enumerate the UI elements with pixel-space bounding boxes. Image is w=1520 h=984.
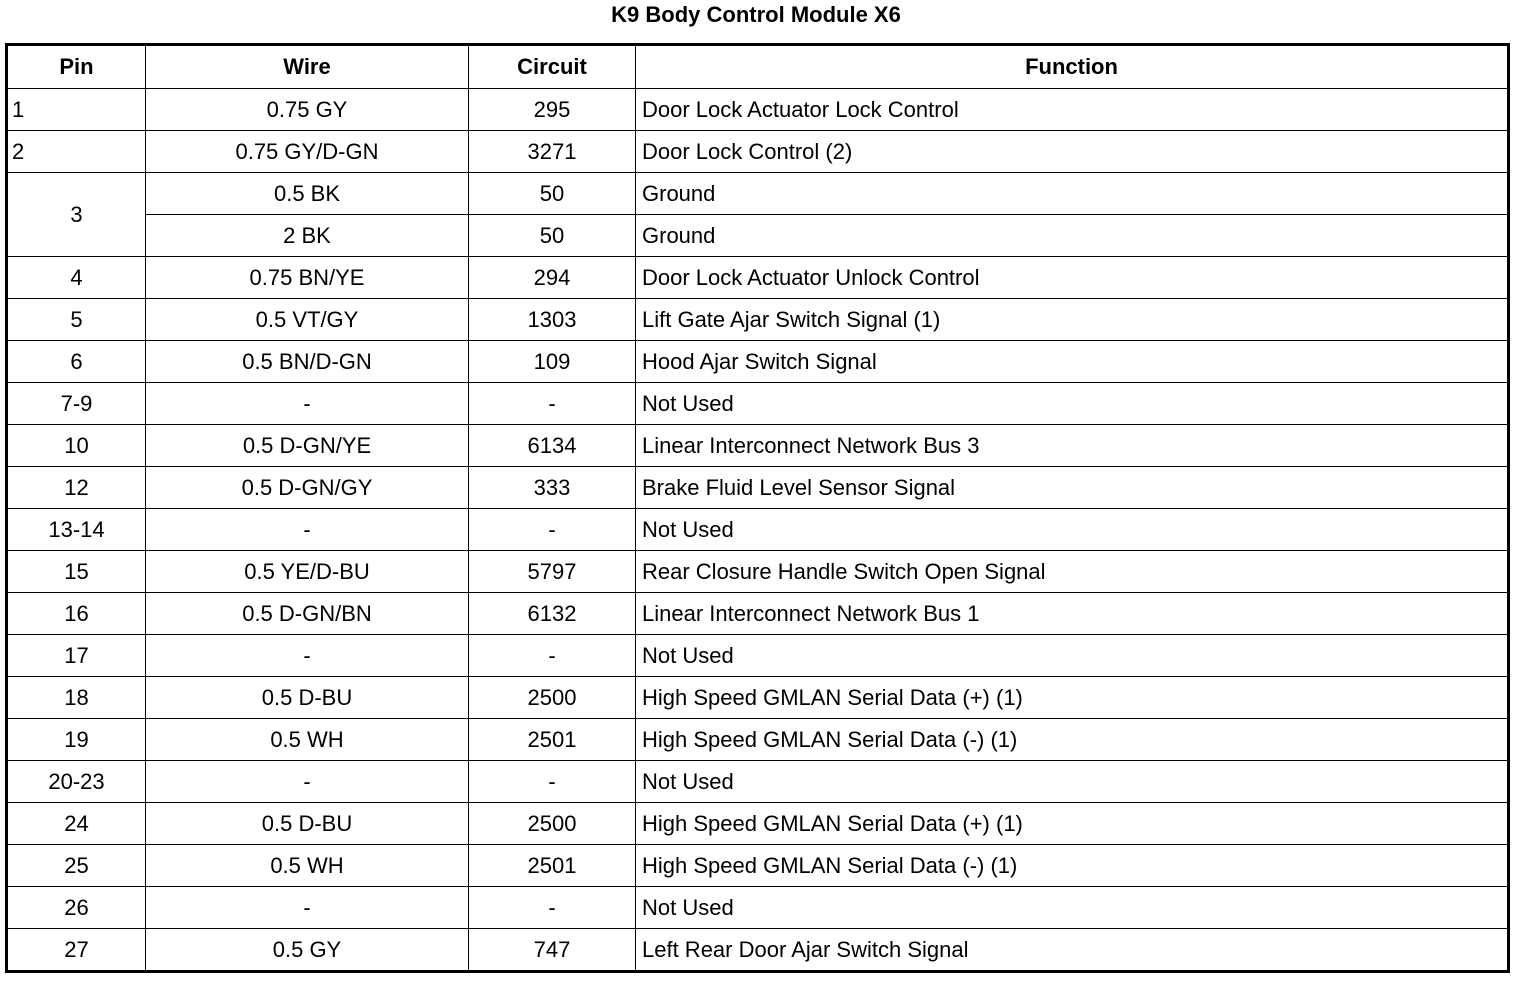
function-cell: Door Lock Control (2) [636,131,1509,173]
table-row [7,341,1509,383]
table-row [7,131,1509,173]
circuit-cell: 2500 [469,677,636,719]
wire-cell: 0.5 D-GN/GY [146,467,469,509]
wire-cell: 2 BK [146,215,469,257]
circuit-cell: 6134 [469,425,636,467]
circuit-cell: - [469,635,636,677]
header-circuit: Circuit [469,45,636,89]
circuit-cell: 295 [469,89,636,131]
circuit-cell: 294 [469,257,636,299]
wire-cell: 0.5 BN/D-GN [146,341,469,383]
circuit-cell: 3271 [469,131,636,173]
pin-cell: 1 [7,89,146,131]
wire-cell: 0.5 D-GN/YE [146,425,469,467]
table-row [7,593,1509,635]
circuit-cell: 2500 [469,803,636,845]
function-cell: High Speed GMLAN Serial Data (+) (1) [636,803,1509,845]
function-cell: Hood Ajar Switch Signal [636,341,1509,383]
wire-cell: 0.5 D-GN/BN [146,593,469,635]
header-wire: Wire [146,45,469,89]
table-header-row [7,45,1509,89]
table-row [7,929,1509,972]
table-row [7,845,1509,887]
circuit-cell: 5797 [469,551,636,593]
circuit-cell: - [469,509,636,551]
pinout-table [5,43,1510,973]
function-cell: Not Used [636,635,1509,677]
pin-cell: 10 [7,425,146,467]
pin-cell: 13-14 [7,509,146,551]
pin-cell: 18 [7,677,146,719]
pin-cell: 7-9 [7,383,146,425]
function-cell: Not Used [636,887,1509,929]
document-title: K9 Body Control Module X6 [611,2,901,27]
function-cell: Not Used [636,761,1509,803]
wire-cell: 0.5 VT/GY [146,299,469,341]
pin-cell: 27 [7,929,146,972]
function-cell: Linear Interconnect Network Bus 1 [636,593,1509,635]
function-cell: High Speed GMLAN Serial Data (-) (1) [636,845,1509,887]
pin-cell: 4 [7,257,146,299]
function-cell: Linear Interconnect Network Bus 3 [636,425,1509,467]
circuit-cell: 2501 [469,719,636,761]
circuit-cell: 109 [469,341,636,383]
function-cell: Ground [636,173,1509,215]
wire-cell: 0.5 WH [146,845,469,887]
circuit-cell: - [469,887,636,929]
pin-cell: 3 [7,173,146,257]
function-cell: Left Rear Door Ajar Switch Signal [636,929,1509,972]
circuit-cell: 50 [469,215,636,257]
function-cell: High Speed GMLAN Serial Data (+) (1) [636,677,1509,719]
wire-cell: - [146,635,469,677]
table-row [7,509,1509,551]
pin-cell: 24 [7,803,146,845]
table-row [7,173,1509,215]
wire-cell: 0.5 GY [146,929,469,972]
table-row [7,89,1509,131]
table-row [7,383,1509,425]
wire-cell: 0.5 YE/D-BU [146,551,469,593]
circuit-cell: 333 [469,467,636,509]
function-cell: Ground [636,215,1509,257]
pin-cell: 25 [7,845,146,887]
circuit-cell: 50 [469,173,636,215]
table-row [7,299,1509,341]
pin-cell: 5 [7,299,146,341]
wire-cell: 0.5 BK [146,173,469,215]
table-row [7,425,1509,467]
header-function: Function [636,45,1509,89]
table-row [7,467,1509,509]
function-cell: Not Used [636,509,1509,551]
table-row [7,257,1509,299]
pin-cell: 6 [7,341,146,383]
pin-cell: 12 [7,467,146,509]
pin-cell: 15 [7,551,146,593]
table-row [7,719,1509,761]
function-cell: Not Used [636,383,1509,425]
table-row [7,803,1509,845]
function-cell: Brake Fluid Level Sensor Signal [636,467,1509,509]
table-row [7,635,1509,677]
circuit-cell: 1303 [469,299,636,341]
wire-cell: 0.75 BN/YE [146,257,469,299]
pin-cell: 20-23 [7,761,146,803]
circuit-cell: - [469,383,636,425]
table-row [7,215,1509,257]
circuit-cell: 2501 [469,845,636,887]
function-cell: Door Lock Actuator Unlock Control [636,257,1509,299]
pin-cell: 16 [7,593,146,635]
wire-cell: 0.75 GY [146,89,469,131]
wire-cell: - [146,761,469,803]
function-cell: Rear Closure Handle Switch Open Signal [636,551,1509,593]
table-row [7,761,1509,803]
function-cell: Lift Gate Ajar Switch Signal (1) [636,299,1509,341]
circuit-cell: 747 [469,929,636,972]
wire-cell: - [146,509,469,551]
wire-cell: - [146,887,469,929]
wire-cell: 0.5 D-BU [146,677,469,719]
circuit-cell: 6132 [469,593,636,635]
table-row [7,677,1509,719]
function-cell: High Speed GMLAN Serial Data (-) (1) [636,719,1509,761]
wire-cell: - [146,383,469,425]
wire-cell: 0.5 D-BU [146,803,469,845]
wire-cell: 0.75 GY/D-GN [146,131,469,173]
table-row [7,551,1509,593]
wire-cell: 0.5 WH [146,719,469,761]
table-row [7,887,1509,929]
pin-cell: 19 [7,719,146,761]
pin-cell: 26 [7,887,146,929]
function-cell: Door Lock Actuator Lock Control [636,89,1509,131]
pin-cell: 2 [7,131,146,173]
circuit-cell: - [469,761,636,803]
pin-cell: 17 [7,635,146,677]
header-pin: Pin [7,45,146,89]
